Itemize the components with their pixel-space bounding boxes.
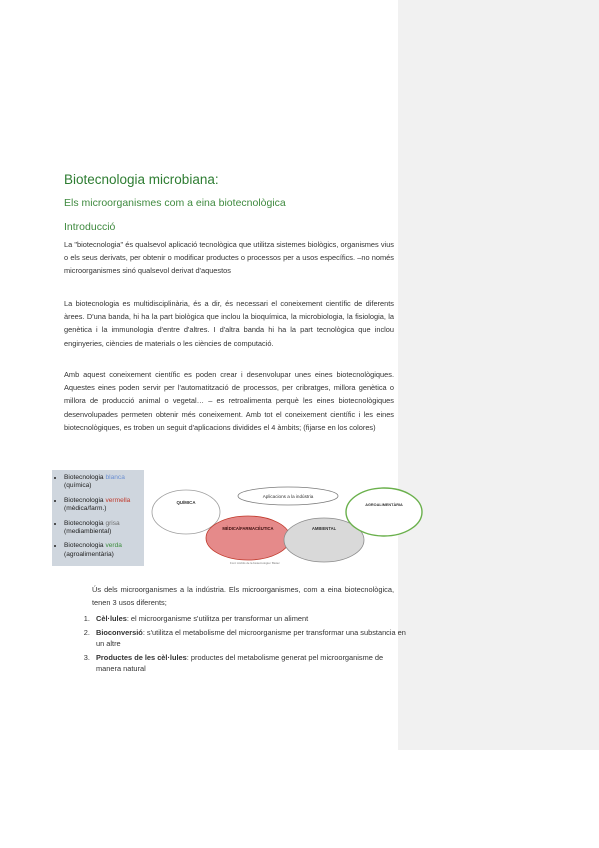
paragraph-definition: La "biotecnologia" és qualsevol aplicació tecnològica que utilitza sistemes biològics, organismes vius o els seus derivats, per obtenir o modificar productes o processos per a usos específics. –no només microorganismes sinó qualsevol derivat d'aquestos bbox=[64, 240, 394, 276]
use-item-cell-products: 3. Productes de les cèl·lules: productes del metabolisme generat pel microorganisme de manera natural bbox=[92, 652, 406, 674]
color-legend-box bbox=[52, 470, 144, 566]
use-item-bioconversion: 2. Bioconversió: s'utilitza el metabolisme del microorganisme per transformar una substancia en un altre bbox=[92, 627, 406, 649]
legend-item-grisa: • Biotecnologia grisa (mediambiental) bbox=[64, 520, 140, 537]
use-item-cells: 1. Cèl·lules: el microorganisme s'utilitza per transformar un aliment bbox=[92, 613, 406, 624]
quimica-ellipse bbox=[152, 490, 220, 534]
diagram-caption: Font: Ambits de la biotecnologia / Biotec bbox=[230, 561, 280, 565]
paragraph-tools: Amb aquest coneixement científic es poden crear i desenvolupar unes eines biotecnològiques. Aquestes eines poden servir per l'automatització de processos, per cribratges, millora genètica o millora de producció animal o vegetal… – es retroalimenta perquè les eines biotecnològiques desenvolupades permeten obtenir més coneixement. Amb tot el coneixement científic i les eines biotecnològiques, es troben un seguit d'aplicacions dividides el 4 àmbits; (fijarse en los colores) bbox=[64, 370, 394, 432]
ambiental-label: AMBIENTAL bbox=[311, 526, 337, 531]
paragraph-industry: Ús dels microorganismes a la indústria. Els microorganismes, com a eina biotecnològica, tenen 3 usos diferents; bbox=[92, 585, 394, 608]
paragraph-multidisciplinary: La biotecnologia es multidisciplinària, és a dir, és necessari el coneixement científic de diferents àrees. D'una banda, hi ha la part biològica que inclou la bioquímica, la microbiologia, la fisiologia, la genètica i la immunologia d'entre d'altres. I d'altra banda hi ha la part tecnològica que inclou enginyeries, ciències de materials o les ciències de computació. bbox=[64, 299, 394, 348]
medica-label: MÈDICA/FARMACÈUTICA bbox=[222, 526, 274, 531]
agro-ellipse bbox=[346, 488, 422, 536]
document-subtitle: Els microorganismes com a eina biotecnològica bbox=[64, 197, 286, 209]
uses-list bbox=[80, 613, 406, 677]
agro-label: AGROALIMENTÀRIA bbox=[365, 503, 403, 507]
biotech-fields-diagram bbox=[146, 470, 428, 566]
legend-item-verda: • Biotecnologia verda (agroalimentària) bbox=[64, 542, 140, 559]
comments-margin bbox=[398, 0, 599, 750]
quimica-label: QUÍMICA bbox=[176, 500, 196, 505]
document-title: Biotecnologia microbiana: bbox=[64, 172, 219, 187]
section-heading: Introducció bbox=[64, 221, 116, 233]
center-label: Aplicacions a la indústria bbox=[262, 494, 314, 499]
medica-ellipse bbox=[206, 516, 290, 560]
legend-item-vermella: • Biotecnologia vermella (mèdica/farm.) bbox=[64, 497, 140, 514]
legend-item-blanca: • Biotecnologia blanca (química) bbox=[64, 474, 140, 491]
